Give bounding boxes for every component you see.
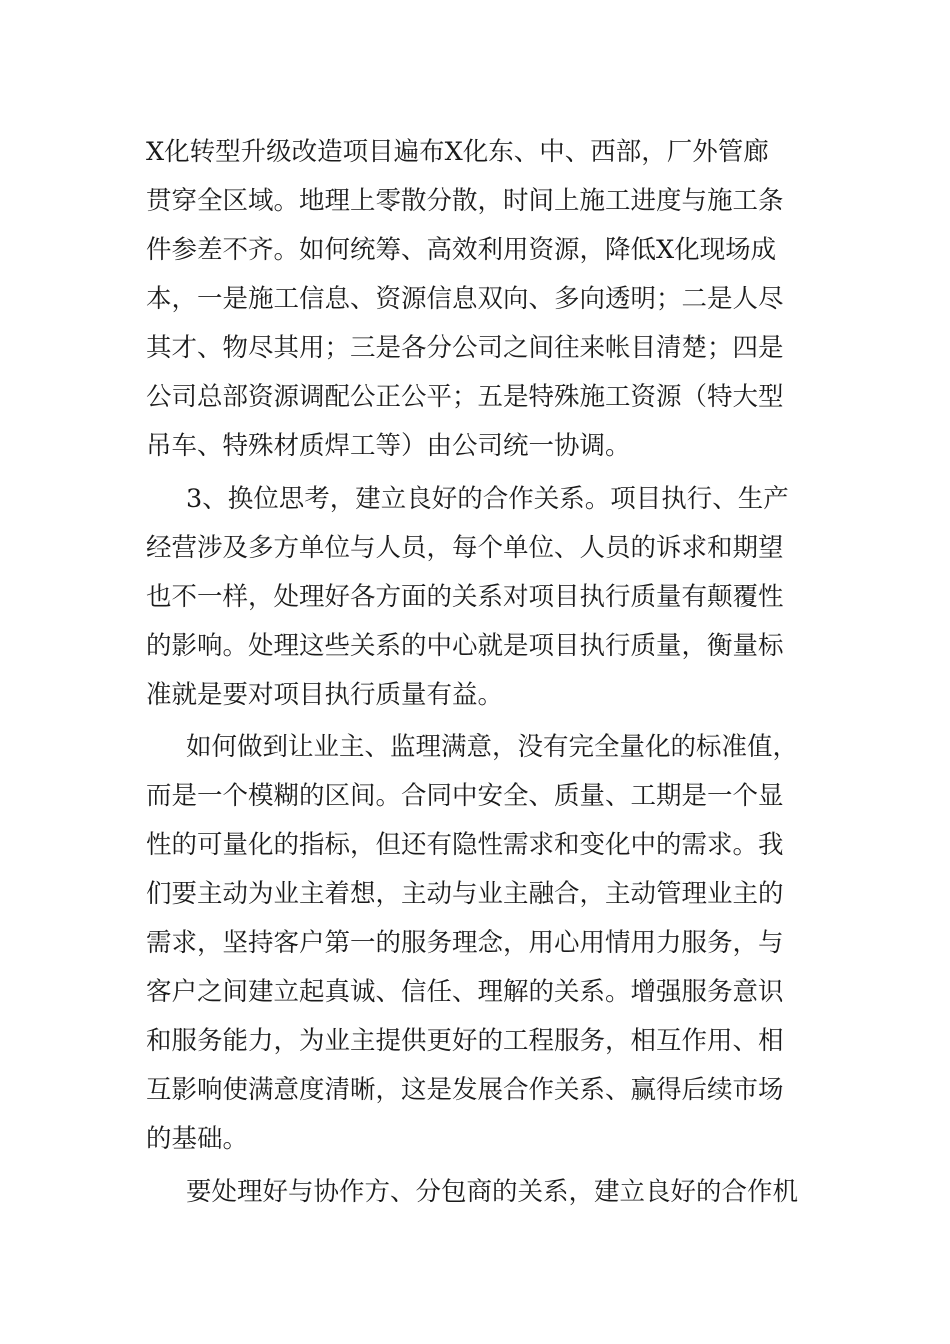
paragraph-1-line-1: X化转型升级改造项目遍布X化东、中、西部，厂外管廊 xyxy=(146,137,769,167)
paragraph-4-line-1: 要处理好与协作方、分包商的关系，建立良好的合作机 xyxy=(186,1177,799,1207)
paragraph-2-line-3: 也不一样，处理好各方面的关系对项目执行质量有颠覆性 xyxy=(146,582,784,612)
paragraph-3-line-3: 性的可量化的指标，但还有隐性需求和变化中的需求。我 xyxy=(146,830,784,860)
paragraph-1-line-4: 本，一是施工信息、资源信息双向、多向透明；二是人尽 xyxy=(146,284,784,314)
paragraph-1-line-2: 贯穿全区域。地理上零散分散，时间上施工进度与施工条 xyxy=(146,186,784,216)
paragraph-2-line-5: 准就是要对项目执行质量有益。 xyxy=(146,680,504,710)
paragraph-2-line-1: 3、换位思考，建立良好的合作关系。项目执行、生产 xyxy=(186,484,789,514)
paragraph-1-line-7: 吊车、特殊材质焊工等）由公司统一协调。 xyxy=(146,431,631,461)
paragraph-3-line-5: 需求，坚持客户第一的服务理念，用心用情用力服务，与 xyxy=(146,928,784,958)
paragraph-3-line-6: 客户之间建立起真诚、信任、理解的关系。增强服务意识 xyxy=(146,977,784,1007)
paragraph-2-line-2: 经营涉及多方单位与人员，每个单位、人员的诉求和期望 xyxy=(146,533,784,563)
paragraph-2-line-4: 的影响。处理这些关系的中心就是项目执行质量，衡量标 xyxy=(146,631,784,661)
paragraph-1-line-3: 件参差不齐。如何统筹、高效利用资源，降低X化现场成 xyxy=(146,235,777,265)
paragraph-3-line-7: 和服务能力，为业主提供更好的工程服务，相互作用、相 xyxy=(146,1026,784,1056)
paragraph-3-line-2: 而是一个模糊的区间。合同中安全、质量、工期是一个显 xyxy=(146,781,784,811)
paragraph-1-line-5: 其才、物尽其用；三是各分公司之间往来帐目清楚；四是 xyxy=(146,333,784,363)
paragraph-3-line-9: 的基础。 xyxy=(146,1124,249,1154)
paragraph-3-line-4: 们要主动为业主着想，主动与业主融合，主动管理业主的 xyxy=(146,879,784,909)
paragraph-3-line-8: 互影响使满意度清晰，这是发展合作关系、赢得后续市场 xyxy=(146,1075,784,1105)
paragraph-3-line-1: 如何做到让业主、监理满意，没有完全量化的标准值， xyxy=(186,732,799,762)
paragraph-1-line-6: 公司总部资源调配公正公平；五是特殊施工资源（特大型 xyxy=(146,382,784,412)
